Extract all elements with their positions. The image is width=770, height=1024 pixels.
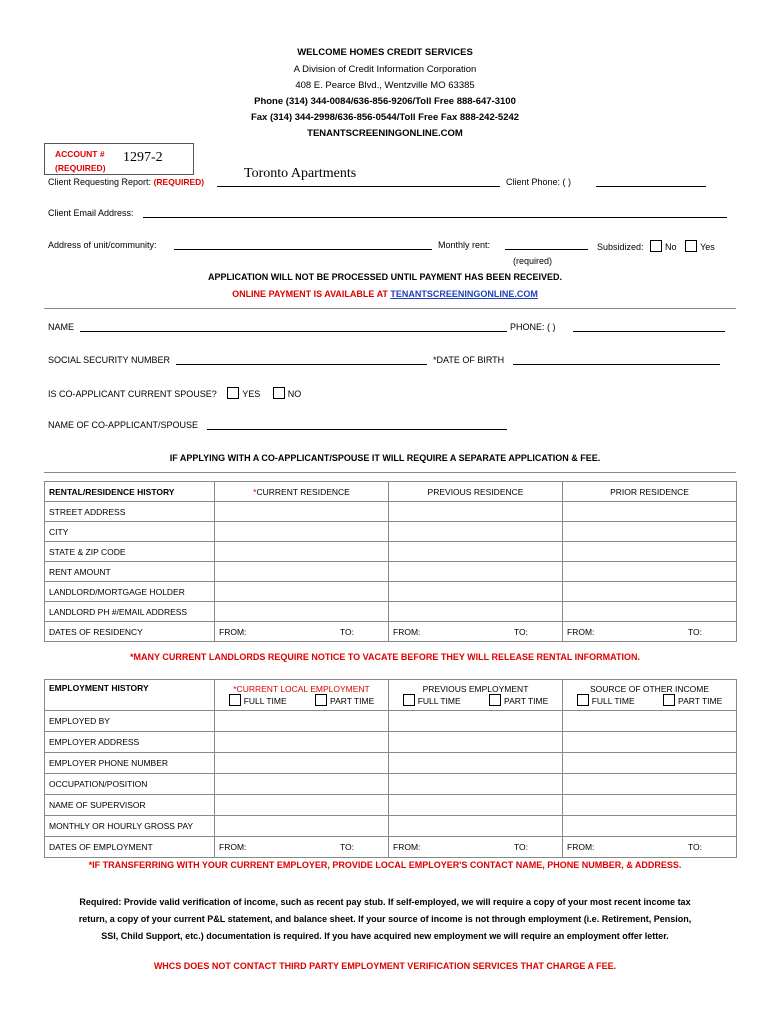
table-cell[interactable] (215, 542, 389, 562)
section-divider (44, 308, 736, 309)
company-phone: Phone (314) 344-0084/636-856-9206/Toll Free 888-647-3100 (254, 96, 516, 107)
third-party-warning: WHCS DOES NOT CONTACT THIRD PARTY EMPLOYMENT VERIFICATION SERVICES THAT CHARGE A FEE. (153, 961, 617, 971)
coapp-yes-label: YES (242, 389, 261, 399)
row-label: LANDLORD PH #/EMAIL ADDRESS (45, 602, 215, 622)
table-row (45, 816, 737, 837)
previous-full-time-checkbox[interactable] (403, 694, 415, 706)
account-label-line1: ACCOUNT # (55, 149, 105, 159)
row-label: OCCUPATION/POSITION (45, 774, 215, 795)
monthly-rent-note: (required) (513, 256, 553, 266)
current-part-time-checkbox[interactable] (315, 694, 327, 706)
employment-history-table (44, 679, 737, 858)
required-star: * (253, 486, 257, 497)
coapp-spouse-group (48, 387, 301, 399)
table-cell[interactable] (389, 774, 563, 795)
ssn-line[interactable] (176, 364, 427, 365)
table-cell[interactable] (389, 732, 563, 753)
part-time-label: PART TIME (330, 696, 375, 706)
income-requirements-line2: return, a copy of your current P&L statement, and balance sheet. If your source of income is not through employment (i.e. Retirement, Pension, (78, 914, 692, 924)
subsidized-no-label: No (665, 242, 677, 252)
table-cell[interactable] (389, 622, 563, 642)
row-label: RENT AMOUNT (45, 562, 215, 582)
table-cell[interactable] (389, 502, 563, 522)
applicant-name-label: NAME (48, 322, 75, 332)
company-website: TENANTSCREENINGONLINE.COM (307, 128, 463, 139)
client-email-line[interactable] (143, 217, 727, 218)
table-cell[interactable] (215, 622, 389, 642)
monthly-rent-line[interactable] (505, 249, 588, 250)
unit-address-label: Address of unit/community: (48, 240, 157, 250)
to-label: TO: (339, 626, 354, 637)
table-cell[interactable] (389, 795, 563, 816)
other-part-time-checkbox[interactable] (663, 694, 675, 706)
to-label: TO: (687, 626, 702, 637)
table-cell[interactable] (563, 502, 737, 522)
table-cell[interactable] (215, 582, 389, 602)
table-cell[interactable] (389, 816, 563, 837)
subsidized-group (597, 240, 715, 252)
coapp-name-line[interactable] (207, 429, 507, 430)
table-cell[interactable] (389, 711, 563, 732)
table-row (45, 502, 737, 522)
employment-header-label: EMPLOYMENT HISTORY (45, 680, 215, 711)
table-cell[interactable] (389, 602, 563, 622)
table-cell[interactable] (215, 774, 389, 795)
rental-header-row (45, 482, 737, 502)
row-label: DATES OF RESIDENCY (45, 622, 215, 642)
employment-col-current (215, 680, 389, 711)
applicant-name-line[interactable] (80, 331, 507, 332)
table-row (45, 522, 737, 542)
from-label: FROM: (393, 626, 421, 637)
table-row (45, 562, 737, 582)
employment-col-other (563, 680, 737, 711)
rental-col-current-label: CURRENT RESIDENCE (256, 486, 350, 497)
to-label: TO: (513, 626, 528, 637)
table-row (45, 795, 737, 816)
row-label: LANDLORD/MORTGAGE HOLDER (45, 582, 215, 602)
from-label: FROM: (219, 626, 247, 637)
income-requirements-line1: Required: Provide valid verification of income, such as recent pay stub. If self-employed, we will require a copy of your most recent income tax (79, 897, 691, 907)
applicant-phone-line[interactable] (573, 331, 725, 332)
coapp-no-checkbox[interactable] (273, 387, 285, 399)
employment-header-row (45, 680, 737, 711)
table-cell[interactable] (215, 732, 389, 753)
table-cell[interactable] (563, 562, 737, 582)
current-full-time-checkbox[interactable] (229, 694, 241, 706)
from-label: FROM: (219, 842, 247, 852)
employment-col-current-label: *CURRENT LOCAL EMPLOYMENT (233, 684, 370, 694)
row-label: DATES OF EMPLOYMENT (45, 837, 215, 858)
coapp-spouse-question: IS CO-APPLICANT CURRENT SPOUSE? (48, 389, 217, 399)
full-time-label: FULL TIME (243, 696, 287, 706)
rental-col-prior: PRIOR RESIDENCE (563, 482, 737, 502)
table-cell[interactable] (215, 816, 389, 837)
employment-col-previous-label: PREVIOUS EMPLOYMENT (422, 684, 529, 694)
rental-col-current (215, 482, 389, 502)
client-email-label: Client Email Address: (48, 208, 134, 218)
table-cell[interactable] (563, 711, 737, 732)
table-cell[interactable] (215, 753, 389, 774)
table-cell[interactable] (563, 732, 737, 753)
table-cell[interactable] (389, 582, 563, 602)
table-row (45, 602, 737, 622)
table-row (45, 732, 737, 753)
coapp-notice: IF APPLYING WITH A CO-APPLICANT/SPOUSE IT WILL REQUIRE A SEPARATE APPLICATION & FEE. (169, 453, 601, 463)
online-payment-notice (0, 289, 770, 299)
table-cell[interactable] (563, 582, 737, 602)
table-cell[interactable] (563, 542, 737, 562)
to-label: TO: (513, 842, 528, 852)
account-number-value[interactable]: 1297-2 (123, 150, 163, 165)
client-requesting-text: Client Requesting Report: (48, 177, 152, 187)
payment-warning: APPLICATION WILL NOT BE PROCESSED UNTIL PAYMENT HAS BEEN RECEIVED. (207, 272, 563, 282)
subsidized-no-checkbox[interactable] (650, 240, 662, 252)
section-divider-2 (44, 472, 736, 473)
part-time-label: PART TIME (504, 696, 549, 706)
to-label: TO: (339, 842, 354, 852)
from-label: FROM: (567, 842, 595, 852)
unit-address-line[interactable] (174, 249, 432, 250)
employment-col-other-label: SOURCE OF OTHER INCOME (589, 684, 709, 694)
row-label: NAME OF SUPERVISOR (45, 795, 215, 816)
row-label: EMPLOYER PHONE NUMBER (45, 753, 215, 774)
rental-col-previous: PREVIOUS RESIDENCE (389, 482, 563, 502)
table-row (45, 711, 737, 732)
transfer-notice: *IF TRANSFERRING WITH YOUR CURRENT EMPLOYER, PROVIDE LOCAL EMPLOYER'S CONTACT NAME, PHONE NUMBER, & ADDRESS. (88, 860, 682, 870)
table-row (45, 837, 737, 858)
employment-col-previous (389, 680, 563, 711)
table-cell[interactable] (389, 753, 563, 774)
online-payment-link[interactable]: TENANTSCREENINGONLINE.COM (390, 289, 538, 299)
row-label: MONTHLY OR HOURLY GROSS PAY (45, 816, 215, 837)
dob-line[interactable] (513, 364, 720, 365)
landlord-notice: *MANY CURRENT LANDLORDS REQUIRE NOTICE TO VACATE BEFORE THEY WILL RELEASE RENTAL INFORMATION. (129, 652, 641, 662)
row-label: STATE & ZIP CODE (45, 542, 215, 562)
table-cell[interactable] (563, 602, 737, 622)
online-payment-text: ONLINE PAYMENT IS AVAILABLE AT (232, 289, 388, 299)
table-row (45, 622, 737, 642)
rental-header-label: RENTAL/RESIDENCE HISTORY (45, 482, 215, 502)
dob-label: *DATE OF BIRTH (433, 355, 505, 365)
previous-part-time-checkbox[interactable] (489, 694, 501, 706)
table-cell[interactable] (215, 602, 389, 622)
monthly-rent-label: Monthly rent: (438, 240, 491, 250)
company-address: 408 E. Pearce Blvd., Wentzville MO 63385 (295, 80, 475, 91)
coapp-name-label: NAME OF CO-APPLICANT/SPOUSE (48, 420, 199, 430)
division-line: A Division of Credit Information Corporation (293, 64, 477, 75)
income-requirements-line3: SSI, Child Support, etc.) documentation is required. If you have acquired new employment we will require an employment offer letter. (101, 931, 669, 941)
coapp-yes-checkbox[interactable] (227, 387, 239, 399)
table-cell[interactable] (389, 837, 563, 858)
client-requesting-value[interactable]: Toronto Apartments (244, 166, 357, 181)
from-label: FROM: (567, 626, 595, 637)
row-label: CITY (45, 522, 215, 542)
subsidized-yes-checkbox[interactable] (685, 240, 697, 252)
table-cell[interactable] (563, 837, 737, 858)
table-cell[interactable] (215, 711, 389, 732)
client-requesting-line (217, 186, 500, 187)
table-cell[interactable] (563, 622, 737, 642)
table-cell[interactable] (215, 562, 389, 582)
account-number-box[interactable] (44, 143, 194, 175)
table-cell[interactable] (563, 816, 737, 837)
table-cell[interactable] (389, 562, 563, 582)
subsidized-label: Subsidized: (597, 242, 644, 252)
client-phone-label: Client Phone: ( ) (506, 177, 572, 187)
row-label: EMPLOYER ADDRESS (45, 732, 215, 753)
table-cell[interactable] (389, 542, 563, 562)
ssn-label: SOCIAL SECURITY NUMBER (48, 355, 171, 365)
client-requesting-label (48, 177, 204, 187)
table-cell[interactable] (215, 795, 389, 816)
company-fax: Fax (314) 344-2998/636-856-0544/Toll Free Fax 888-242-5242 (250, 112, 520, 123)
client-phone-line[interactable] (596, 186, 706, 187)
table-row (45, 582, 737, 602)
row-label: STREET ADDRESS (45, 502, 215, 522)
table-row (45, 774, 737, 795)
table-cell[interactable] (563, 753, 737, 774)
company-name: WELCOME HOMES CREDIT SERVICES (297, 47, 473, 58)
table-row (45, 753, 737, 774)
table-row (45, 542, 737, 562)
full-time-label: FULL TIME (417, 696, 461, 706)
client-requesting-required: (REQUIRED) (153, 177, 205, 187)
coapp-no-label: NO (287, 389, 302, 399)
rental-history-table (44, 481, 737, 642)
to-label: TO: (687, 842, 702, 852)
account-label-line2: (REQUIRED) (55, 163, 106, 173)
applicant-phone-label: PHONE: ( ) (510, 322, 556, 332)
income-requirements (0, 894, 770, 945)
account-label (55, 147, 106, 175)
table-cell[interactable] (563, 795, 737, 816)
other-full-time-checkbox[interactable] (577, 694, 589, 706)
table-cell[interactable] (563, 522, 737, 542)
table-cell[interactable] (215, 837, 389, 858)
part-time-label: PART TIME (678, 696, 723, 706)
row-label: EMPLOYED BY (45, 711, 215, 732)
subsidized-yes-label: Yes (700, 242, 715, 252)
full-time-label: FULL TIME (591, 696, 635, 706)
table-cell[interactable] (215, 522, 389, 542)
table-cell[interactable] (563, 774, 737, 795)
from-label: FROM: (393, 842, 421, 852)
table-cell[interactable] (215, 502, 389, 522)
table-cell[interactable] (389, 522, 563, 542)
